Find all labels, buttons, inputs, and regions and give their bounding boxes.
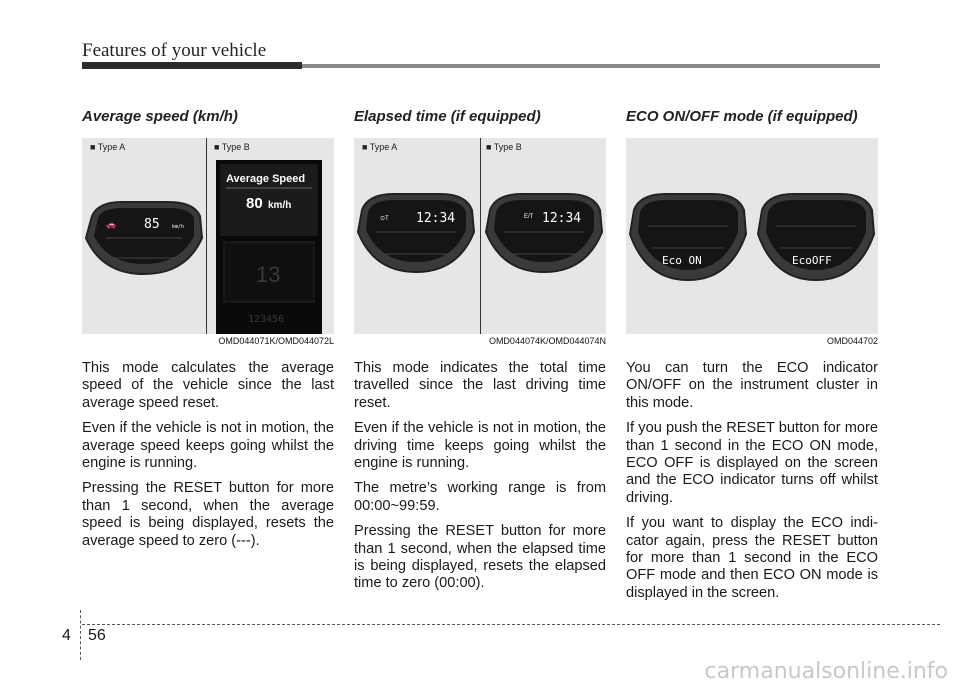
body-paragraph: This mode calculates the average speed of the vehicle since the last average speed reset. <box>82 360 334 411</box>
header-rule-accent <box>82 62 302 69</box>
type-a-label: ■ Type A <box>90 142 126 152</box>
display-value-b: 12:34 <box>542 211 582 226</box>
display-unit-b: km/h <box>268 200 292 211</box>
footer-divider <box>80 610 81 660</box>
body-paragraph: Pressing the RESET button for more than 1 second, when the elapsed time is being displayed, resets the elapsed time to zero (00:00). <box>354 523 606 592</box>
figure-code: OMD044074K/OMD044074N <box>488 336 606 346</box>
column-elapsed-time <box>354 108 606 593</box>
figure-divider <box>206 138 207 334</box>
cluster-illustration-b <box>754 188 878 288</box>
body-paragraph: This mode indicates the total time travelled since the last driving time reset. <box>354 360 606 411</box>
display-value-a: 12:34 <box>416 211 456 226</box>
footer-rule <box>82 624 940 625</box>
section-heading: Average speed (km/h) <box>82 108 238 125</box>
type-b-label: ■ Type B <box>486 142 522 152</box>
body-paragraph: You can turn the ECO indicator ON/OFF on the instrument cluster in this mode. <box>626 360 878 411</box>
figure-divider <box>480 138 481 334</box>
section-heading: ECO ON/OFF mode (if equipped) <box>626 108 858 125</box>
display-value-a: Eco ON <box>662 254 702 267</box>
type-a-label: ■ Type A <box>362 142 398 152</box>
figure-code: OMD044702 <box>826 336 878 346</box>
cluster-illustration-b <box>210 160 330 334</box>
watermark: carmanualsonline.info <box>704 659 948 684</box>
cluster-illustration-a <box>82 198 206 278</box>
cluster-illustration-a <box>626 188 750 288</box>
section-number: 4 <box>62 627 71 644</box>
column-average-speed <box>82 108 334 550</box>
car-icon: 🚗 <box>106 220 116 229</box>
display-prefix-b: E/T <box>524 214 534 220</box>
body-paragraph: If you push the RESET button for more than 1 second in the ECO ON mode, ECO OFF is displayed on the screen and the ECO indicator turns off whilst driving. <box>626 420 878 506</box>
body-paragraph: Even if the vehicle is not in motion, the driving time keeps going whilst the engine is running. <box>354 420 606 472</box>
figure-panel <box>354 138 606 334</box>
display-value-b: EcoOFF <box>792 254 832 267</box>
figure-panel <box>82 138 334 334</box>
display-title-b: Average Speed <box>226 173 306 185</box>
type-b-label: ■ Type B <box>214 142 250 152</box>
page-header-title: Features of your vehicle <box>82 40 267 61</box>
column-eco-mode <box>626 108 878 602</box>
cluster-illustration-b <box>482 188 606 278</box>
display-prefix-a: ⊙T <box>380 216 389 222</box>
figure-code: OMD044071K/OMD044072L <box>218 336 334 346</box>
section-heading: Elapsed time (if equipped) <box>354 108 541 125</box>
display-value-a: 85 <box>144 217 160 232</box>
display-unit-a: km/h <box>172 224 185 230</box>
display-odo-b: 123456 <box>248 314 285 325</box>
body-paragraph: Even if the vehicle is not in motion, the average speed keeps going whilst the engine is running. <box>82 420 334 472</box>
page-number: 56 <box>88 627 106 644</box>
figure-panel <box>626 138 878 334</box>
body-paragraph: Pressing the RESET button for more than 1 second, when the average speed is being displayed, resets the average speed to zero (---). <box>82 480 334 549</box>
display-gear-b: 13 <box>256 262 281 287</box>
display-value-b: 80 <box>246 195 263 212</box>
cluster-illustration-a <box>354 188 478 278</box>
body-paragraph: The metre’s working range is from 00:00~99:59. <box>354 480 606 514</box>
body-paragraph: If you want to display the ECO indi-cator again, press the RESET button for more than 1 second in the ECO OFF mode and then ECO ON mode is displayed in the screen. <box>626 515 878 601</box>
